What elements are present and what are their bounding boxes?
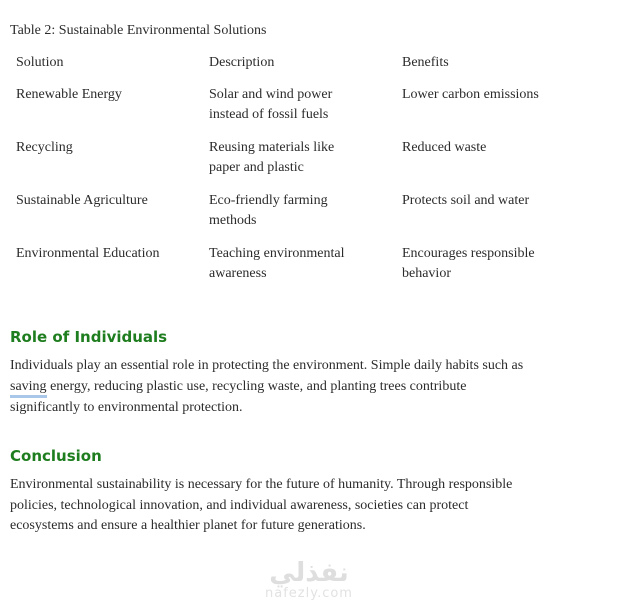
benefits-line: Lower carbon emissions: [402, 87, 539, 102]
column-header-solution: Solution: [16, 55, 64, 70]
benefits-line: Reduced waste: [402, 140, 487, 155]
description-line: Teaching environmental: [209, 246, 345, 261]
cell-benefits: [402, 138, 608, 178]
description-line: paper and plastic: [209, 160, 304, 175]
description-line: Solar and wind power: [209, 87, 333, 102]
benefits-line: behavior: [402, 266, 451, 281]
table-row: [16, 138, 608, 178]
column-header-benefits: Benefits: [402, 55, 449, 70]
paragraph-line: ecosystems and ensure a healthier planet for future generations.: [10, 518, 366, 533]
conclusion-paragraph: [10, 475, 608, 537]
cell-solution: Renewable Energy: [16, 87, 122, 102]
description-line: methods: [209, 213, 257, 228]
cell-solution: Recycling: [16, 140, 73, 155]
paragraph-line: significantly to environmental protection.: [10, 399, 243, 415]
cell-benefits: [402, 244, 608, 284]
grammar-underlined-word: saving: [10, 378, 47, 398]
paragraph-line: Environmental sustainability is necessary for the future of humanity. Through responsible: [10, 477, 513, 492]
paragraph-line-rest: energy, reducing plastic use, recycling waste, and planting trees contribute: [50, 378, 467, 394]
cell-description: [209, 85, 402, 125]
cell-description: [209, 191, 402, 231]
description-line: Reusing materials like: [209, 140, 335, 155]
paragraph-line: policies, technological innovation, and individual awareness, societies can protect: [10, 497, 469, 513]
paragraph-line: [10, 377, 608, 398]
watermark: [0, 559, 618, 601]
cell-solution: Sustainable Agriculture: [16, 193, 148, 208]
cell-benefits: [402, 191, 608, 231]
table-header-row: [16, 53, 608, 73]
cell-description: [209, 138, 402, 178]
description-line: instead of fossil fuels: [209, 107, 329, 122]
section-heading-conclusion: Conclusion: [10, 447, 102, 465]
role-paragraph: [10, 356, 608, 418]
solutions-table: [16, 53, 608, 284]
watermark-site-text: nafezly.com: [265, 586, 353, 601]
paragraph-line: Individuals play an essential role in protecting the environment. Simple daily habits such as: [10, 358, 524, 373]
table-caption: Table 2: Sustainable Environmental Solutions: [10, 23, 267, 38]
section-heading-role-of-individuals: Role of Individuals: [10, 328, 168, 346]
description-line: Eco-friendly farming: [209, 193, 328, 208]
column-header-description: Description: [209, 55, 275, 70]
cell-description: [209, 244, 402, 284]
benefits-line: Encourages responsible: [402, 246, 535, 261]
description-line: awareness: [209, 266, 267, 281]
table-row: [16, 191, 608, 231]
table-row: [16, 244, 608, 284]
benefits-line: Protects soil and water: [402, 193, 530, 208]
watermark-arabic-logo: نفذلي: [269, 558, 349, 588]
table-row: [16, 85, 608, 125]
cell-solution: Environmental Education: [16, 246, 160, 261]
cell-benefits: [402, 85, 608, 125]
